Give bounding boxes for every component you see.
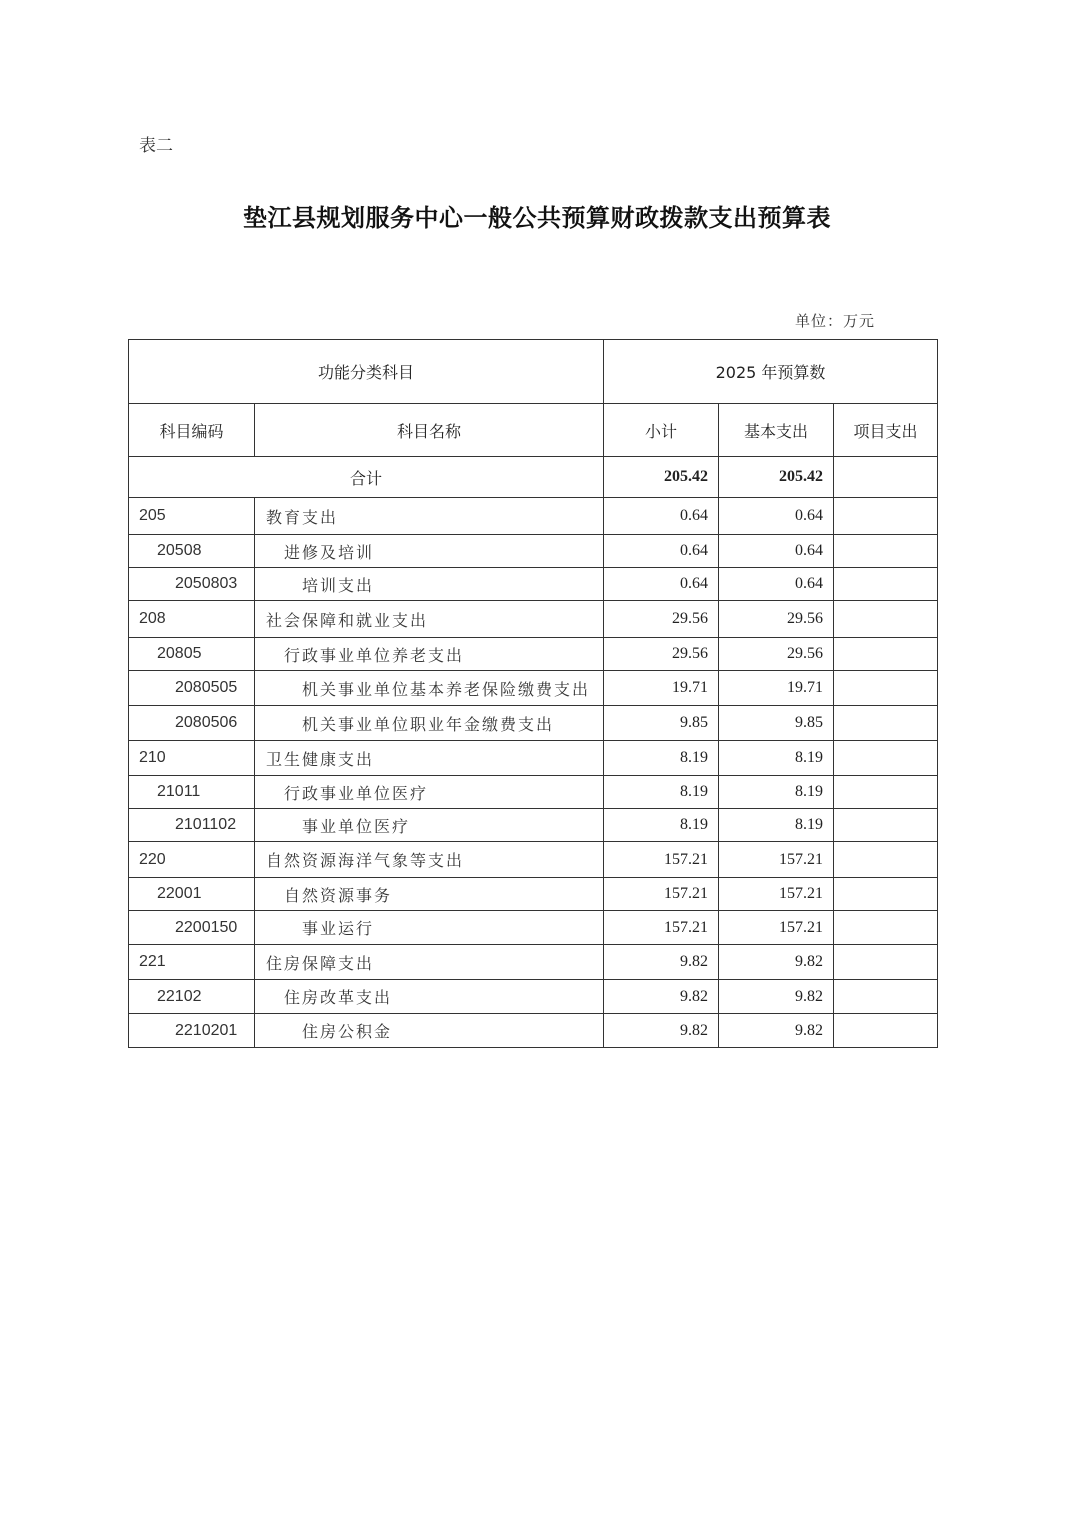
row-basic: 9.82 bbox=[719, 980, 834, 1014]
table-row bbox=[129, 535, 938, 568]
row-project bbox=[834, 911, 938, 945]
table-row bbox=[129, 980, 938, 1014]
row-subtotal: 8.19 bbox=[604, 776, 719, 809]
total-project bbox=[834, 457, 938, 498]
header-budget-year: 2025 年预算数 bbox=[604, 340, 938, 404]
row-code: 210 bbox=[129, 741, 255, 776]
row-code: 205 bbox=[129, 498, 255, 535]
row-project bbox=[834, 1014, 938, 1048]
row-code: 2101102 bbox=[129, 809, 255, 842]
row-name: 机关事业单位职业年金缴费支出 bbox=[255, 706, 604, 741]
table-row bbox=[129, 1014, 938, 1048]
row-name: 住房公积金 bbox=[255, 1014, 604, 1048]
row-subtotal: 0.64 bbox=[604, 498, 719, 535]
row-project bbox=[834, 638, 938, 671]
table-row bbox=[129, 878, 938, 911]
row-name: 教育支出 bbox=[255, 498, 604, 535]
page-title: 垫江县规划服务中心一般公共预算财政拨款支出预算表 bbox=[243, 204, 831, 232]
table-row bbox=[129, 601, 938, 638]
header-columns-row bbox=[129, 404, 938, 457]
row-basic: 9.85 bbox=[719, 706, 834, 741]
row-code: 2080505 bbox=[129, 671, 255, 706]
row-name: 住房改革支出 bbox=[255, 980, 604, 1014]
row-project bbox=[834, 498, 938, 535]
row-subtotal: 8.19 bbox=[604, 809, 719, 842]
row-code: 2210201 bbox=[129, 1014, 255, 1048]
row-name: 行政事业单位医疗 bbox=[255, 776, 604, 809]
row-project bbox=[834, 842, 938, 878]
row-project bbox=[834, 945, 938, 980]
row-subtotal: 157.21 bbox=[604, 911, 719, 945]
row-code: 220 bbox=[129, 842, 255, 878]
row-basic: 8.19 bbox=[719, 809, 834, 842]
row-basic: 157.21 bbox=[719, 842, 834, 878]
row-code: 22102 bbox=[129, 980, 255, 1014]
total-basic: 205.42 bbox=[719, 457, 834, 498]
table-row bbox=[129, 671, 938, 706]
header-functional-classification: 功能分类科目 bbox=[129, 340, 604, 404]
row-basic: 8.19 bbox=[719, 741, 834, 776]
row-project bbox=[834, 706, 938, 741]
table-row bbox=[129, 911, 938, 945]
row-code: 20805 bbox=[129, 638, 255, 671]
table-row bbox=[129, 741, 938, 776]
row-name: 事业单位医疗 bbox=[255, 809, 604, 842]
row-basic: 29.56 bbox=[719, 601, 834, 638]
table-row bbox=[129, 498, 938, 535]
row-code: 2050803 bbox=[129, 568, 255, 601]
budget-table bbox=[128, 339, 938, 1048]
row-subtotal: 9.82 bbox=[604, 980, 719, 1014]
row-project bbox=[834, 601, 938, 638]
row-subtotal: 29.56 bbox=[604, 638, 719, 671]
total-label: 合计 bbox=[129, 457, 604, 498]
row-subtotal: 9.85 bbox=[604, 706, 719, 741]
row-name: 事业运行 bbox=[255, 911, 604, 945]
row-subtotal: 29.56 bbox=[604, 601, 719, 638]
row-code: 2200150 bbox=[129, 911, 255, 945]
row-basic: 157.21 bbox=[719, 878, 834, 911]
row-basic: 0.64 bbox=[719, 535, 834, 568]
row-project bbox=[834, 568, 938, 601]
unit-label: 单位：万元 bbox=[795, 312, 876, 330]
row-basic: 9.82 bbox=[719, 1014, 834, 1048]
row-subtotal: 157.21 bbox=[604, 878, 719, 911]
row-name: 进修及培训 bbox=[255, 535, 604, 568]
table-row bbox=[129, 706, 938, 741]
row-name: 培训支出 bbox=[255, 568, 604, 601]
header-name: 科目名称 bbox=[255, 404, 604, 457]
row-code: 208 bbox=[129, 601, 255, 638]
row-basic: 19.71 bbox=[719, 671, 834, 706]
row-name: 机关事业单位基本养老保险缴费支出 bbox=[255, 671, 604, 706]
header-code: 科目编码 bbox=[129, 404, 255, 457]
row-name: 自然资源海洋气象等支出 bbox=[255, 842, 604, 878]
row-basic: 9.82 bbox=[719, 945, 834, 980]
total-row bbox=[129, 457, 938, 498]
row-code: 20508 bbox=[129, 535, 255, 568]
table-row bbox=[129, 842, 938, 878]
row-code: 221 bbox=[129, 945, 255, 980]
total-subtotal: 205.42 bbox=[604, 457, 719, 498]
row-subtotal: 9.82 bbox=[604, 1014, 719, 1048]
row-subtotal: 19.71 bbox=[604, 671, 719, 706]
row-code: 22001 bbox=[129, 878, 255, 911]
header-basic: 基本支出 bbox=[719, 404, 834, 457]
table-row bbox=[129, 638, 938, 671]
row-basic: 0.64 bbox=[719, 498, 834, 535]
row-project bbox=[834, 671, 938, 706]
row-project bbox=[834, 809, 938, 842]
row-subtotal: 157.21 bbox=[604, 842, 719, 878]
row-project bbox=[834, 535, 938, 568]
row-basic: 157.21 bbox=[719, 911, 834, 945]
header-group-row bbox=[129, 340, 938, 404]
row-basic: 29.56 bbox=[719, 638, 834, 671]
row-basic: 8.19 bbox=[719, 776, 834, 809]
row-name: 住房保障支出 bbox=[255, 945, 604, 980]
row-name: 自然资源事务 bbox=[255, 878, 604, 911]
row-code: 21011 bbox=[129, 776, 255, 809]
row-name: 卫生健康支出 bbox=[255, 741, 604, 776]
row-basic: 0.64 bbox=[719, 568, 834, 601]
row-project bbox=[834, 878, 938, 911]
table-row bbox=[129, 809, 938, 842]
row-project bbox=[834, 741, 938, 776]
row-subtotal: 8.19 bbox=[604, 741, 719, 776]
row-project bbox=[834, 980, 938, 1014]
row-name: 行政事业单位养老支出 bbox=[255, 638, 604, 671]
row-subtotal: 9.82 bbox=[604, 945, 719, 980]
table-row bbox=[129, 776, 938, 809]
row-project bbox=[834, 776, 938, 809]
header-subtotal: 小计 bbox=[604, 404, 719, 457]
table-row bbox=[129, 568, 938, 601]
header-project: 项目支出 bbox=[834, 404, 938, 457]
row-subtotal: 0.64 bbox=[604, 568, 719, 601]
table-label: 表二 bbox=[139, 136, 173, 156]
row-code: 2080506 bbox=[129, 706, 255, 741]
row-subtotal: 0.64 bbox=[604, 535, 719, 568]
table-row bbox=[129, 945, 938, 980]
row-name: 社会保障和就业支出 bbox=[255, 601, 604, 638]
